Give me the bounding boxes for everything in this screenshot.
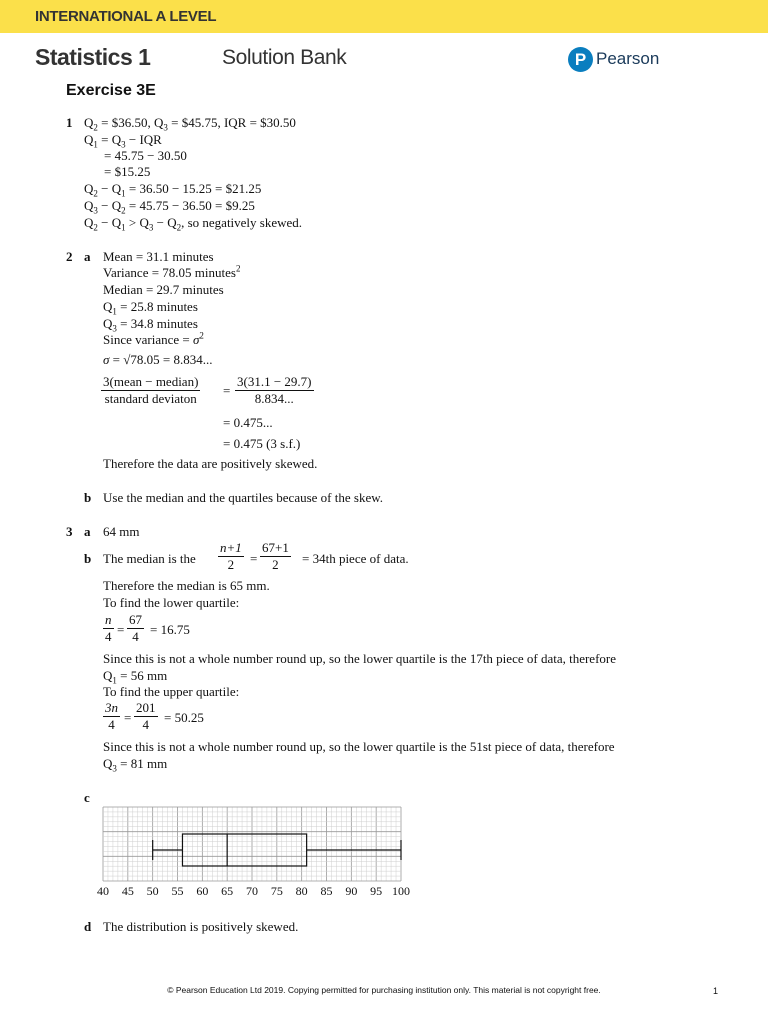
box-plot xyxy=(96,803,416,904)
q2-skew-values-fraction: $\frac{3(31.1 - 29.7)}{8.834...}$ xyxy=(237,374,312,406)
q1-line4: = $15.25 xyxy=(104,164,151,179)
box-plot-axis-labels xyxy=(97,884,410,898)
axis-tick-label: 50 xyxy=(146,884,159,898)
axis-tick-label: 45 xyxy=(121,884,134,898)
q3-part-c: c xyxy=(84,790,90,805)
axis-tick-label: 55 xyxy=(171,884,184,898)
publisher-name: Pearson xyxy=(596,49,660,68)
axis-tick-label: 85 xyxy=(320,884,333,898)
q2-result1: = 0.475... xyxy=(223,415,273,430)
q3-b-result: = 34th piece of data. xyxy=(302,551,409,566)
q3-uq-values-fraction: $\frac{201}{4}$ xyxy=(136,700,156,732)
q3-upper-intro: To find the upper quartile: xyxy=(103,684,240,699)
q3-part-a: a xyxy=(84,524,91,539)
q3-lq-result: = 16.75 xyxy=(150,622,190,637)
q3-b-equals: = xyxy=(250,551,258,566)
q2-q1: $Q_1 = 25.8$ minutes xyxy=(103,299,198,317)
q2-b-answer: Use the median and the quartiles because of the skew. xyxy=(103,490,384,505)
q3-lq-since: Since this is not a whole number round up, so the lower quartile is the 17th piece of data, therefore xyxy=(103,651,616,666)
q2-q3: $Q_3 = 34.8$ minutes xyxy=(103,316,198,334)
q3-uq-fraction: $\frac{3n}{4}$ xyxy=(105,700,118,732)
q2-mean: Mean = 31.1 minutes xyxy=(103,249,214,264)
axis-tick-label: 65 xyxy=(221,884,234,898)
q3-uq-value: $Q_3 = 81$ mm xyxy=(103,756,168,774)
q2-skew-fraction: 3(mean − median) standard deviaton xyxy=(103,374,199,406)
q2-part-b: b xyxy=(84,490,92,505)
q3-b-intro: The median is the xyxy=(103,551,196,566)
q1-number: 1 xyxy=(66,115,73,130)
page-number: 1 xyxy=(713,986,719,996)
q3-lq-value: $Q_1 = 56$ mm xyxy=(103,668,168,686)
q3-uq-since: Since this is not a whole number round up, so the lower quartile is the 51st piece of data, therefore xyxy=(103,739,615,754)
q1-line6: $Q_3 - Q_2 = 45.75 - 36.50$ = $9.25 xyxy=(84,198,255,216)
resource-title: Solution Bank xyxy=(222,46,347,69)
pearson-p-icon: P xyxy=(568,47,593,72)
q2-result2: = 0.475 (3 s.f.) xyxy=(223,436,301,451)
q3-uq-result: = 50.25 xyxy=(164,710,204,725)
q1-line2: $Q_1 = Q_3$ − IQR xyxy=(84,132,162,150)
q1-line7: $Q_2 - Q_1 > Q_3 - Q_2$, so negatively skewed. xyxy=(84,215,303,233)
q1-line1: $Q_2$ = $36.50, $Q_3$ = $45.75, IQR = $30.50 xyxy=(84,115,296,133)
axis-tick-label: 70 xyxy=(246,884,258,898)
axis-tick-label: 95 xyxy=(370,884,383,898)
subject-title: Statistics 1 xyxy=(35,44,151,70)
q2-median: Median = 29.7 minutes xyxy=(103,282,224,297)
exercise-title: Exercise 3E xyxy=(66,82,156,99)
q3-lq-equals: = xyxy=(117,622,125,637)
q3-lower-intro: To find the lower quartile: xyxy=(103,595,240,610)
q2-sigma: σ = √78.05 = 8.834... xyxy=(103,352,213,367)
q1-line3: = 45.75 − 30.50 xyxy=(104,148,187,163)
q3-number: 3 xyxy=(66,524,73,539)
q3-lq-values-fraction: $\frac{67}{4}$ xyxy=(129,612,142,644)
q3-d-answer: The distribution is positively skewed. xyxy=(103,919,299,934)
q3-median-line: Therefore the median is 65 mm. xyxy=(103,578,270,593)
q2-part-a: a xyxy=(84,249,91,264)
q3-part-d: d xyxy=(84,919,92,934)
q3-part-b: b xyxy=(84,551,92,566)
q3-median-values-fraction: $\frac{67+1}{2}$ xyxy=(262,540,289,572)
axis-tick-label: 60 xyxy=(196,884,209,898)
q3-lq-fraction: $\frac{n}{4}$ xyxy=(105,612,112,644)
axis-tick-label: 75 xyxy=(270,884,283,898)
q3-a-answer: 64 mm xyxy=(103,524,140,539)
axis-tick-label: 80 xyxy=(295,884,308,898)
q2-number: 2 xyxy=(66,249,73,264)
q2-variance: Variance = 78.05 minutes$^2$ xyxy=(103,263,241,280)
copyright-footer: © Pearson Education Ltd 2019. Copying permitted for purchasing institution only. This material is not copyright free. xyxy=(167,985,601,995)
axis-tick-label: 40 xyxy=(97,884,109,898)
axis-tick-label: 90 xyxy=(345,884,358,898)
qualification-label: INTERNATIONAL A LEVEL xyxy=(35,8,217,25)
q1-line5: $Q_2 - Q_1 = 36.50 - 15.25$ = $21.25 xyxy=(84,181,262,199)
header-bar xyxy=(0,0,768,33)
axis-tick-label: 100 xyxy=(392,884,410,898)
q2-equals: = xyxy=(223,383,231,398)
q2-conclusion: Therefore the data are positively skewed. xyxy=(103,456,318,471)
q3-uq-equals: = xyxy=(124,710,132,725)
box-plot-grid xyxy=(103,807,401,881)
q2-since-variance: Since variance = $\sigma^2$ xyxy=(103,330,204,347)
q3-median-fraction: $\frac{n+1}{2}$ xyxy=(220,540,242,572)
